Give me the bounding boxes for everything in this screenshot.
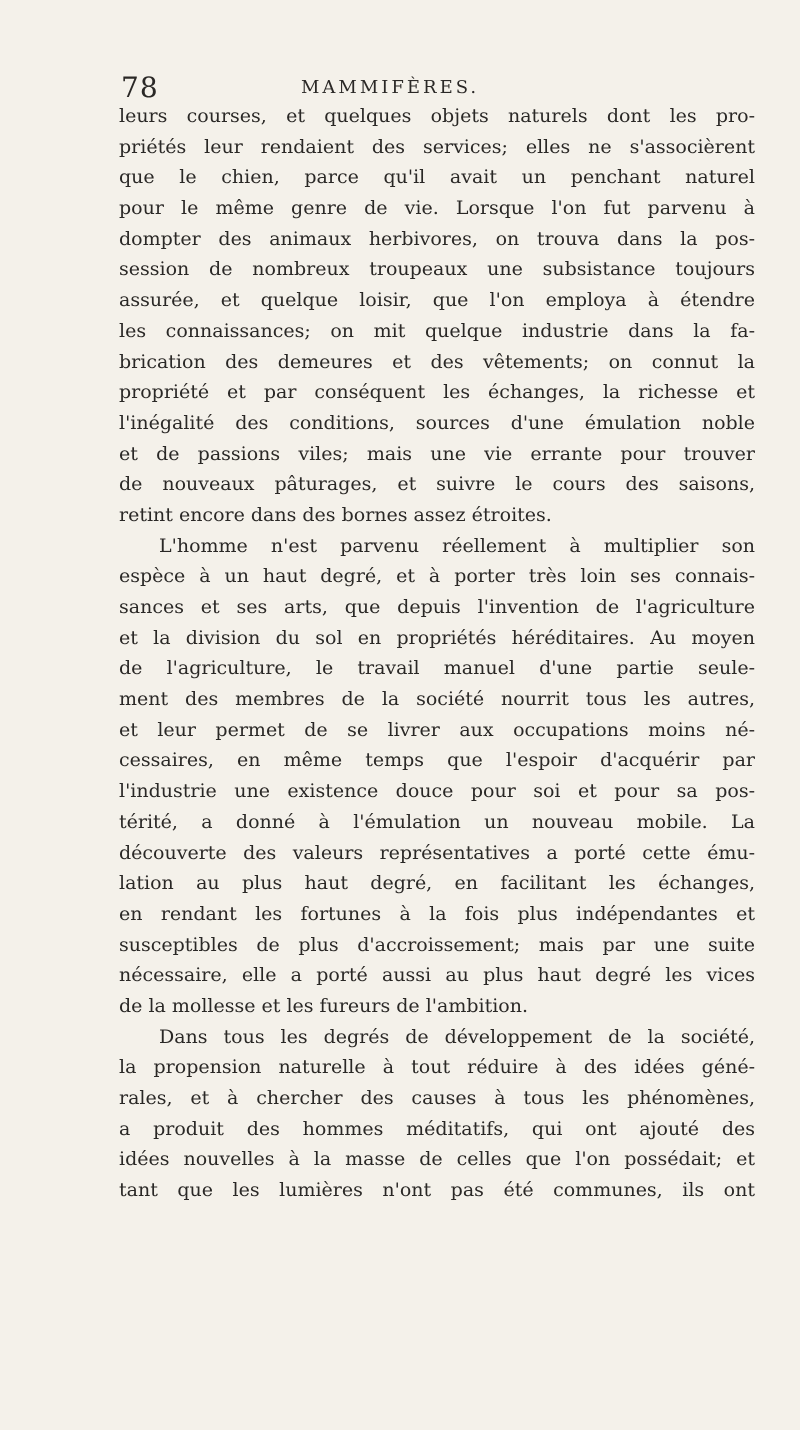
text-line: tant que les lumières n'ont pas été communes, ils ont (119, 1179, 755, 1202)
text-line: priétés leur rendaient des services; elles ne s'associèrent (119, 135, 755, 158)
page-number: 78 (121, 71, 159, 104)
text-line: de la mollesse et les fureurs de l'ambition. (119, 994, 529, 1017)
page-header (0, 72, 800, 104)
text-line: que le chien, parce qu'il avait un penchant naturel (119, 166, 755, 189)
text-line: Dans tous les degrés de développement de la société, (159, 1025, 755, 1048)
text-line: en rendant les fortunes à la fois plus indépendantes et (119, 902, 755, 925)
text-line: propriété et par conséquent les échanges, la richesse et (119, 381, 755, 404)
text-line: nécessaire, elle a porté aussi au plus haut degré les vices (119, 964, 755, 987)
text-line: a produit des hommes méditatifs, qui ont ajouté des (119, 1117, 755, 1140)
text-line: idées nouvelles à la masse de celles que l'on possédait; et (119, 1148, 755, 1171)
text-line: de l'agriculture, le travail manuel d'une partie seule- (119, 657, 755, 680)
text-line: susceptibles de plus d'accroissement; mais par une suite (119, 933, 755, 956)
text-line: térité, a donné à l'émulation un nouveau mobile. La (119, 810, 755, 833)
text-line: assurée, et quelque loisir, que l'on employa à étendre (119, 289, 755, 312)
text-line: sances et ses arts, que depuis l'invention de l'agriculture (119, 596, 755, 618)
text-line: de nouveaux pâturages, et suivre le cours des saisons, (119, 473, 755, 496)
text-line: leurs courses, et quelques objets naturels dont les pro- (119, 105, 755, 127)
text-line: les connaissances; on mit quelque industrie dans la fa- (119, 319, 755, 342)
text-line: et de passions viles; mais une vie errante pour trouver (119, 442, 755, 465)
text-line: et leur permet de se livrer aux occupations moins né- (119, 718, 755, 741)
text-line: ment des membres de la société nourrit tous les autres, (119, 688, 755, 711)
text-line: dompter des animaux herbivores, on trouva dans la pos- (119, 227, 755, 250)
text-line: la propension naturelle à tout réduire à des idées géné- (119, 1056, 755, 1079)
text-line: et la division du sol en propriétés héréditaires. Au moyen (119, 626, 755, 649)
text-line: découverte des valeurs représentatives a porté cette ému- (119, 841, 755, 864)
text-line: brication des demeures et des vêtements; on connut la (119, 350, 755, 373)
text-line: session de nombreux troupeaux une subsistance toujours (119, 258, 755, 281)
text-line: retint encore dans des bornes assez étroites. (119, 503, 552, 526)
text-line: rales, et à chercher des causes à tous les phénomènes, (119, 1087, 755, 1109)
text-line: l'industrie une existence douce pour soi et pour sa pos- (119, 780, 755, 803)
text-line: lation au plus haut degré, en facilitant les échanges, (119, 872, 755, 895)
text-line: espèce à un haut degré, et à porter très loin ses connais- (119, 565, 755, 588)
running-head: MAMMIFÈRES. (301, 77, 480, 98)
text-line: l'inégalité des conditions, sources d'une émulation noble (119, 411, 755, 434)
text-line: L'homme n'est parvenu réellement à multiplier son (159, 534, 755, 557)
body-text (119, 101, 755, 1206)
text-line: cessaires, en même temps que l'espoir d'acquérir par (119, 749, 755, 772)
text-line: pour le même genre de vie. Lorsque l'on fut parvenu à (119, 197, 755, 220)
